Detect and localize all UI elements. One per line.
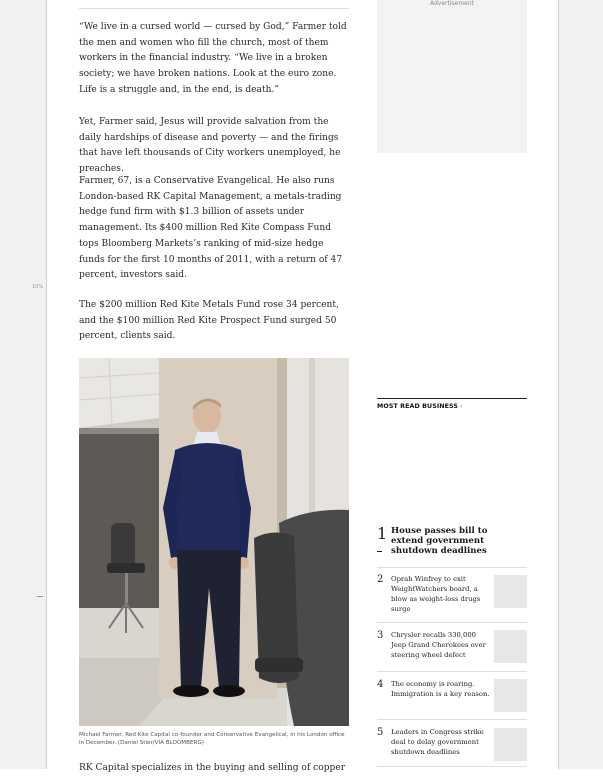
- most-read-headline[interactable]: The economy is roaring. Immigration is a key reason.: [391, 680, 490, 698]
- advertisement-slot[interactable]: [377, 0, 527, 153]
- left-border-line: [46, 0, 47, 769]
- most-read-headline[interactable]: Leaders in Congress strike deal to delay government shutdown deadlines: [391, 728, 484, 756]
- right-page-gutter: [559, 0, 603, 769]
- advertisement-label: Advertisement: [429, 0, 475, 7]
- article-paragraph-4: The $200 million Red Kite Metals Fund rose 34 percent, and the $100 million Red Kite Prospect Fund surged 50 percent, clients said.: [79, 300, 339, 342]
- most-read-separator: [377, 719, 527, 720]
- most-read-rank: 1: [377, 524, 388, 543]
- most-read-rank: 4: [377, 679, 384, 690]
- most-read-item-3[interactable]: [377, 630, 527, 666]
- gutter-scroll-marker: 10%: [32, 284, 44, 290]
- most-read-thumbnail[interactable]: [494, 630, 527, 663]
- article-top-rule: [79, 8, 349, 9]
- most-read-headline[interactable]: House passes bill to extend government shutdown deadlines: [391, 526, 488, 556]
- most-read-item-4[interactable]: [377, 679, 527, 713]
- most-read-headline[interactable]: Chrysler recalls 330,000 Jeep Grand Cherokees over steering wheel defect: [391, 631, 486, 659]
- most-read-title-text: MOST READ BUSINESS: [377, 403, 459, 410]
- most-read-separator: [377, 567, 527, 568]
- article-photo[interactable]: [79, 358, 349, 726]
- most-read-separator: [377, 766, 527, 767]
- gutter-dash: [37, 596, 43, 597]
- most-read-title[interactable]: [377, 403, 463, 410]
- most-read-top-rule: [377, 398, 527, 399]
- most-read-item-5[interactable]: [377, 727, 527, 763]
- right-border-line: [558, 0, 559, 769]
- most-read-rank: 2: [377, 574, 384, 585]
- most-read-separator: [377, 671, 527, 672]
- most-read-item-2[interactable]: [377, 574, 527, 614]
- most-read-separator: [377, 622, 527, 623]
- most-read-rank: 3: [377, 630, 384, 641]
- most-read-thumbnail[interactable]: [494, 575, 527, 608]
- most-read-thumbnail[interactable]: [494, 728, 527, 761]
- chevron-right-icon: ›: [460, 403, 463, 410]
- article-paragraph-2: Yet, Farmer said, Jesus will provide salvation from the daily hardships of disease and poverty — and the firings that have left thousands of City workers unemployed, he preaches.: [79, 117, 341, 175]
- article-paragraph-3: Farmer, 67, is a Conservative Evangelical. He also runs London-based RK Capital Management, a metals-trading hedge fund firm with $1.3 billion of assets under management. Its $400 million Red Kite Compass Fund tops Bloomberg Markets’s ranking of mid-size hedge funds for the first 10 months of 2011, with a return of 47 percent, investors said.: [79, 176, 343, 281]
- article-paragraph-1: “We live in a cursed world — cursed by God,” Farmer told the men and women who fill the church, most of them workers in the financial industry. “We live in a broken society; we have broken nations. Look at the euro zone. Life is a struggle and, in the end, is death.”: [79, 22, 347, 95]
- most-read-rank-underline: [377, 551, 382, 552]
- article-paragraph-5-partial: RK Capital specializes in the buying and selling of copper: [79, 763, 346, 773]
- most-read-thumbnail[interactable]: [494, 679, 527, 712]
- most-read-headline[interactable]: Oprah Winfrey to exit WeightWatchers board, a blow as weight-loss drugs surge: [391, 575, 481, 613]
- most-read-item-1[interactable]: [377, 526, 527, 558]
- left-page-gutter: [0, 0, 46, 769]
- most-read-rank: 5: [377, 727, 384, 738]
- photo-caption: Michael Farmer, Red Kite Capital co-founder and Conservative Evangelical, in his London office in December. (Daniel Stier/VIA BLOOMBERG): [79, 732, 345, 746]
